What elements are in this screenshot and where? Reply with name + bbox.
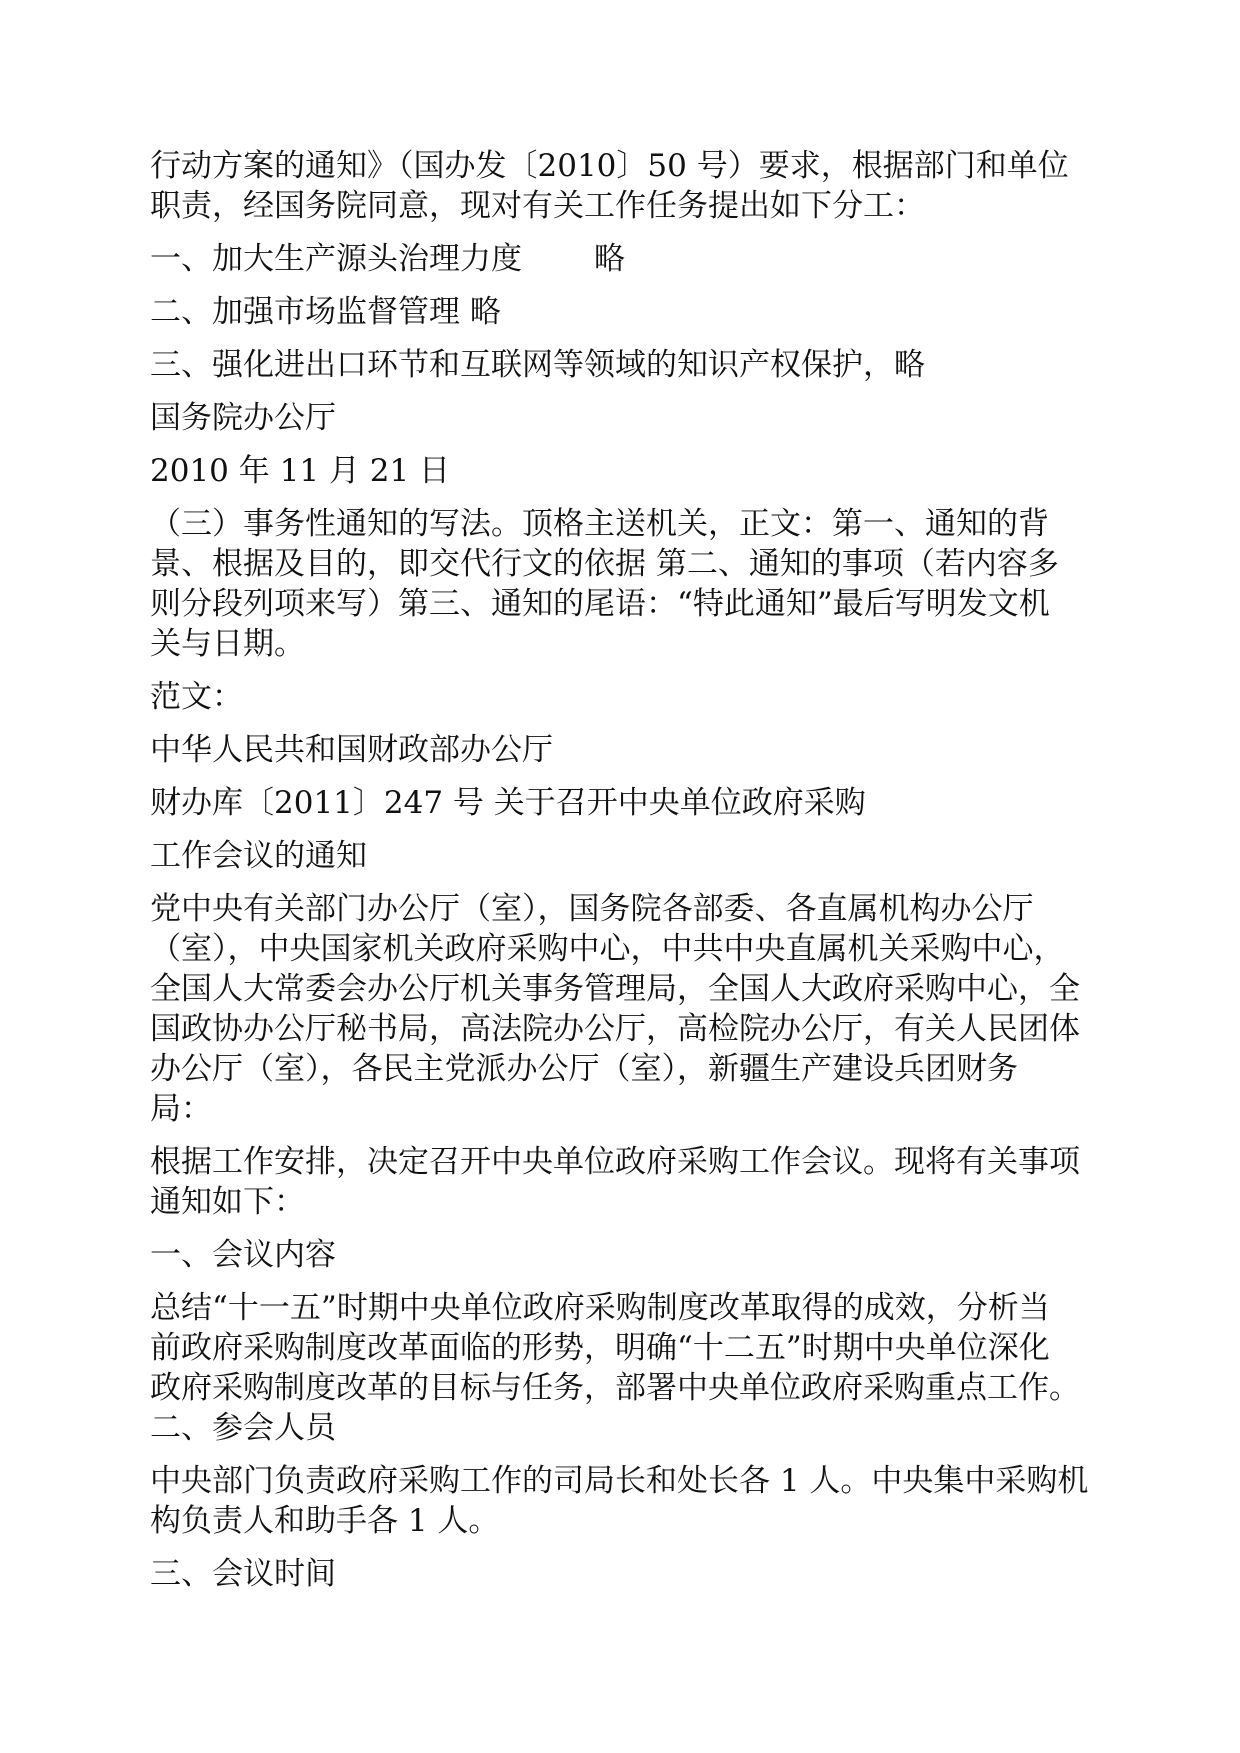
text-line: 全国人大常委会办公厅机关事务管理局，全国人大政府采购中心，全 [150, 971, 1080, 1007]
paragraph [150, 783, 1090, 823]
text-line: 范文： [150, 679, 243, 715]
text-line [150, 239, 1090, 279]
paragraph [150, 345, 1090, 385]
document-body [150, 146, 1090, 1607]
text-line: 则分段列项来写）第三、通知的尾语：“特此通知”最后写明发文机 [150, 586, 1050, 622]
text-line: 中华人民共和国财政部办公厅 [150, 732, 553, 768]
text-line: 关与日期。 [150, 626, 305, 662]
text-line: 二、加强市场监督管理 略 [150, 294, 501, 330]
paragraph [150, 1461, 1090, 1541]
paragraph [150, 1235, 1090, 1275]
text-line: 职责，经国务院同意，现对有关工作任务提出如下分工： [150, 188, 925, 224]
text-line: 中央部门负责政府采购工作的司局长和处长各 1 人。中央集中采购机 [150, 1463, 1089, 1499]
paragraph [150, 677, 1090, 717]
text-line: 办公厅（室），各民主党派办公厅（室），新疆生产建设兵团财务 [150, 1051, 1018, 1087]
text-line: 政府采购制度改革的目标与任务，部署中央单位政府采购重点工作。 [150, 1370, 1080, 1406]
text-line: 通知如下： [150, 1184, 305, 1220]
text-line: 构负责人和助手各 1 人。 [150, 1503, 500, 1539]
text-line: 行动方案的通知》（国办发〔2010〕50 号）要求，根据部门和单位 [150, 148, 1069, 184]
paragraph [150, 239, 1090, 279]
text-fragment: 一、加大生产源头治理力度 [150, 241, 522, 277]
text-line: 前政府采购制度改革面临的形势，明确“十二五”时期中央单位深化 [150, 1330, 1050, 1366]
text-line: 财办库〔2011〕247 号 关于召开中央单位政府采购 [150, 785, 866, 821]
paragraph [150, 1142, 1090, 1222]
paragraph [150, 730, 1090, 770]
text-line: 局： [150, 1091, 212, 1127]
text-line: 景、根据及目的，即交代行文的依据 第二、通知的事项（若内容多 [150, 546, 1059, 582]
text-line: 总结“十一五”时期中央单位政府采购制度改革取得的成效，分析当 [150, 1290, 1050, 1326]
text-line: 工作会议的通知 [150, 838, 367, 874]
text-line: 党中央有关部门办公厅（室），国务院各部委、各直属机构办公厅 [150, 891, 1034, 927]
paragraph [150, 398, 1090, 438]
text-line: 三、会议时间 [150, 1556, 336, 1592]
paragraph [150, 451, 1090, 491]
paragraph [150, 504, 1090, 664]
text-line: 三、强化进出口环节和互联网等领域的知识产权保护，略 [150, 347, 925, 383]
text-line: 二、参会人员 [150, 1410, 336, 1446]
text-line: 一、会议内容 [150, 1237, 336, 1273]
paragraph [150, 146, 1090, 226]
paragraph [150, 889, 1090, 1129]
text-line: （室），中央国家机关政府采购中心，中共中央直属机关采购中心， [150, 931, 1065, 967]
text-line: （三）事务性通知的写法。顶格主送机关，正文：第一、通知的背 [150, 506, 1049, 542]
text-line: 根据工作安排，决定召开中央单位政府采购工作会议。现将有关事项 [150, 1144, 1080, 1180]
paragraph [150, 292, 1090, 332]
text-line: 国务院办公厅 [150, 400, 336, 436]
paragraph [150, 1554, 1090, 1594]
text-line: 国政协办公厅秘书局，高法院办公厅，高检院办公厅，有关人民团体 [150, 1011, 1080, 1047]
paragraph [150, 836, 1090, 876]
text-line: 2010 年 11 月 21 日 [150, 453, 451, 489]
paragraph [150, 1288, 1090, 1448]
text-fragment: 略 [594, 241, 625, 277]
